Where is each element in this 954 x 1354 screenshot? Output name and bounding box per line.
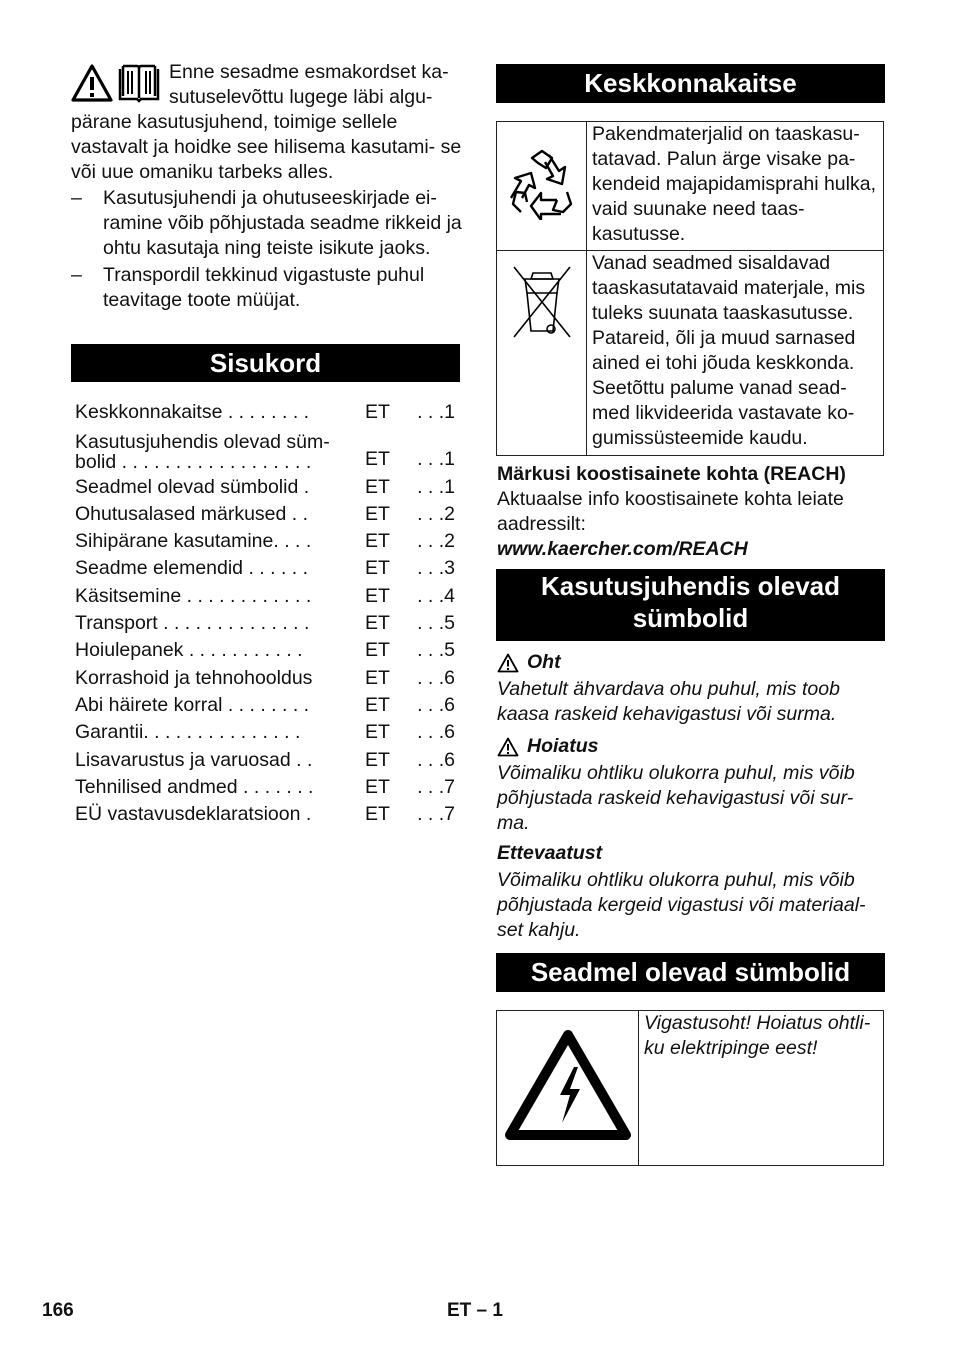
toc-row[interactable] [75, 609, 455, 636]
toc-title: Transport . . . . . . . . . . . . . . [75, 612, 310, 635]
language-page-indicator: ET – 1 [447, 1300, 503, 1321]
intro-section [71, 60, 463, 315]
toc-row[interactable] [75, 800, 455, 827]
toc-title: Hoiulepanek . . . . . . . . . . . [75, 639, 303, 662]
toc-title: Seadme elemendid . . . . . . [75, 557, 309, 580]
warning-triangle-icon [71, 63, 113, 103]
toc-lang: ET [365, 530, 390, 553]
bullet-text: Transpordil tekkinud vigastuste puhul teavitage toote müüjat. [103, 264, 425, 311]
reach-section [497, 462, 887, 562]
toc-title: EÜ vastavusdeklaratsioon . [75, 803, 312, 826]
toc-row[interactable] [75, 691, 455, 718]
toc-lang: ET [365, 401, 390, 424]
toc-lang: ET [365, 612, 390, 635]
intro-text: Enne sesadme esmakordset ka- sutuselevõttu lugege läbi algu- pärane kasutusjuhend, toimige sellele vastavalt ja hoidke see hilisema kasutami- se või uue omaniku tarbeks alles. [71, 61, 462, 183]
crossed-bin-icon [511, 263, 573, 339]
intro-icons [71, 63, 163, 107]
reach-text: Aktuaalse info koostisainete kohta leiate aadressilt: [497, 488, 844, 535]
environment-table [496, 121, 884, 456]
toc-lang: ET [365, 693, 390, 716]
bin-cell [497, 251, 587, 456]
intro-bullet-list [71, 186, 463, 313]
manual-symbols-heading-line2: sümbolid [632, 603, 749, 633]
toc-page: . . .6 [417, 748, 455, 771]
voltage-cell [497, 1011, 639, 1166]
toc-lang: ET [365, 448, 390, 471]
toc-title: Abi häirete korral . . . . . . . . [75, 693, 310, 716]
toc-lang: ET [365, 584, 390, 607]
dash-marker: – [71, 187, 82, 209]
toc-lang: ET [365, 557, 390, 580]
toc-row[interactable] [75, 581, 455, 608]
recycle-text-cell [587, 122, 884, 251]
toc-title: Garantii. . . . . . . . . . . . . . . [75, 721, 301, 744]
page-number: 166 [42, 1300, 74, 1321]
toc-page: . . .4 [417, 584, 455, 607]
manual-book-icon [117, 63, 161, 103]
toc-page: . . .6 [417, 666, 455, 689]
recycle-icon [505, 146, 579, 220]
toc-lang: ET [365, 721, 390, 744]
toc-page: . . .1 [417, 401, 455, 424]
caution-label: Ettevaatust [497, 842, 603, 864]
toc-page: . . .3 [417, 557, 455, 580]
toc-lang: ET [365, 748, 390, 771]
toc-lang: ET [365, 639, 390, 662]
toc-row[interactable] [75, 398, 455, 425]
toc-page: . . .6 [417, 693, 455, 716]
recycle-text: Pakendmaterjalid on taaskasu- tatavad. Palun ärge visake pa- kendeid majapidamisprahi hulka, vaid suunake need taas- kasutusse. [592, 123, 876, 245]
toc-lang: ET [365, 502, 390, 525]
toc-page: . . .2 [417, 530, 455, 553]
toc-row[interactable] [75, 745, 455, 772]
voltage-text: Vigastusoht! Hoiatus ohtli- ku elektripinge eest! [644, 1012, 871, 1059]
toc-title: Lisavarustus ja varuosad . . [75, 748, 313, 771]
toc-row[interactable] [75, 554, 455, 581]
caution-heading [497, 841, 889, 866]
toc-lang: ET [365, 666, 390, 689]
manual-symbols-heading [496, 569, 885, 641]
list-item [71, 186, 463, 261]
danger-text: Vahetult ähvardava ohu puhul, mis toob kaasa raskeid kehavigastusi või surma. [497, 678, 840, 725]
toc-lang: ET [365, 475, 390, 498]
device-symbols-table [496, 1010, 884, 1166]
toc-title: Korrashoid ja tehnohooldus [75, 666, 313, 689]
danger-heading [497, 650, 889, 675]
recycle-cell [497, 122, 587, 251]
toc-row[interactable] [75, 527, 455, 554]
toc-page: . . .7 [417, 803, 455, 826]
bin-text: Vanad seadmed sisaldavad taaskasutatavaid materjale, mis tuleks suunata taaskasutusse. Patareid, õli ja muud sarnased ained ei tohi jõuda keskkonda. Seetõttu palume vanad sead- med likvideerida vastavate ko- gumissüsteemide kaudu. [592, 252, 866, 449]
dash-marker: – [71, 264, 82, 286]
environment-heading: Keskkonnakaitse [496, 64, 885, 103]
toc-row[interactable] [75, 718, 455, 745]
toc-title: Käsitsemine . . . . . . . . . . . . [75, 584, 312, 607]
reach-heading: Märkusi koostisainete kohta (REACH) [497, 463, 846, 485]
toc-row[interactable] [75, 773, 455, 800]
toc-title: Ohutusalased märkused . . [75, 502, 309, 525]
warning-label: Hoiatus [527, 735, 599, 757]
caution-text: Võimaliku ohtliku olukorra puhul, mis võib põhjustada kergeid vigastusi või materiaal- set kahju. [497, 869, 866, 941]
high-voltage-warning-icon [504, 1029, 632, 1141]
danger-label: Oht [527, 651, 561, 673]
bin-text-cell [587, 251, 884, 456]
toc-title: Sihipärane kasutamine. . . . [75, 530, 312, 553]
toc-row[interactable] [75, 425, 455, 472]
toc-page: . . .7 [417, 775, 455, 798]
list-item [71, 263, 463, 313]
warning-text: Võimaliku ohtliku olukorra puhul, mis võib põhjustada raskeid kehavigastusi või sur- ma. [497, 762, 855, 834]
table-of-contents [75, 398, 455, 827]
toc-row[interactable] [75, 636, 455, 663]
toc-lang: ET [365, 775, 390, 798]
toc-title: Kasutusjuhendis olevad süm- bolid . . . . . . . . . . . . . . . . . . [75, 432, 330, 473]
warning-triangle-icon [497, 737, 519, 757]
device-symbols-heading: Seadmel olevad sümbolid [496, 953, 885, 992]
bullet-text: Kasutusjuhendi ja ohutuseeskirjade ei- ramine võib põhjustada seadme rikkeid ja ohtu kasutaja ning teiste isikute jaoks. [103, 187, 462, 259]
voltage-text-cell [639, 1011, 884, 1166]
toc-row[interactable] [75, 500, 455, 527]
toc-row[interactable] [75, 663, 455, 690]
toc-row[interactable] [75, 472, 455, 499]
toc-page: . . .5 [417, 639, 455, 662]
manual-symbols-section [497, 650, 889, 943]
toc-page: . . .5 [417, 612, 455, 635]
toc-title: Seadmel olevad sümbolid . [75, 475, 310, 498]
reach-url-link[interactable]: www.kaercher.com/REACH [497, 538, 748, 560]
toc-title: Keskkonnakaitse . . . . . . . . [75, 401, 310, 424]
toc-page: . . .6 [417, 721, 455, 744]
toc-page: . . .1 [417, 448, 455, 471]
manual-symbols-heading-line1: Kasutusjuhendis olevad [540, 571, 841, 601]
toc-title: Tehnilised andmed . . . . . . . [75, 775, 314, 798]
toc-lang: ET [365, 803, 390, 826]
warning-triangle-icon [497, 653, 519, 673]
toc-page: . . .1 [417, 475, 455, 498]
warning-heading [497, 734, 889, 759]
toc-page: . . .2 [417, 502, 455, 525]
toc-heading: Sisukord [71, 344, 460, 382]
